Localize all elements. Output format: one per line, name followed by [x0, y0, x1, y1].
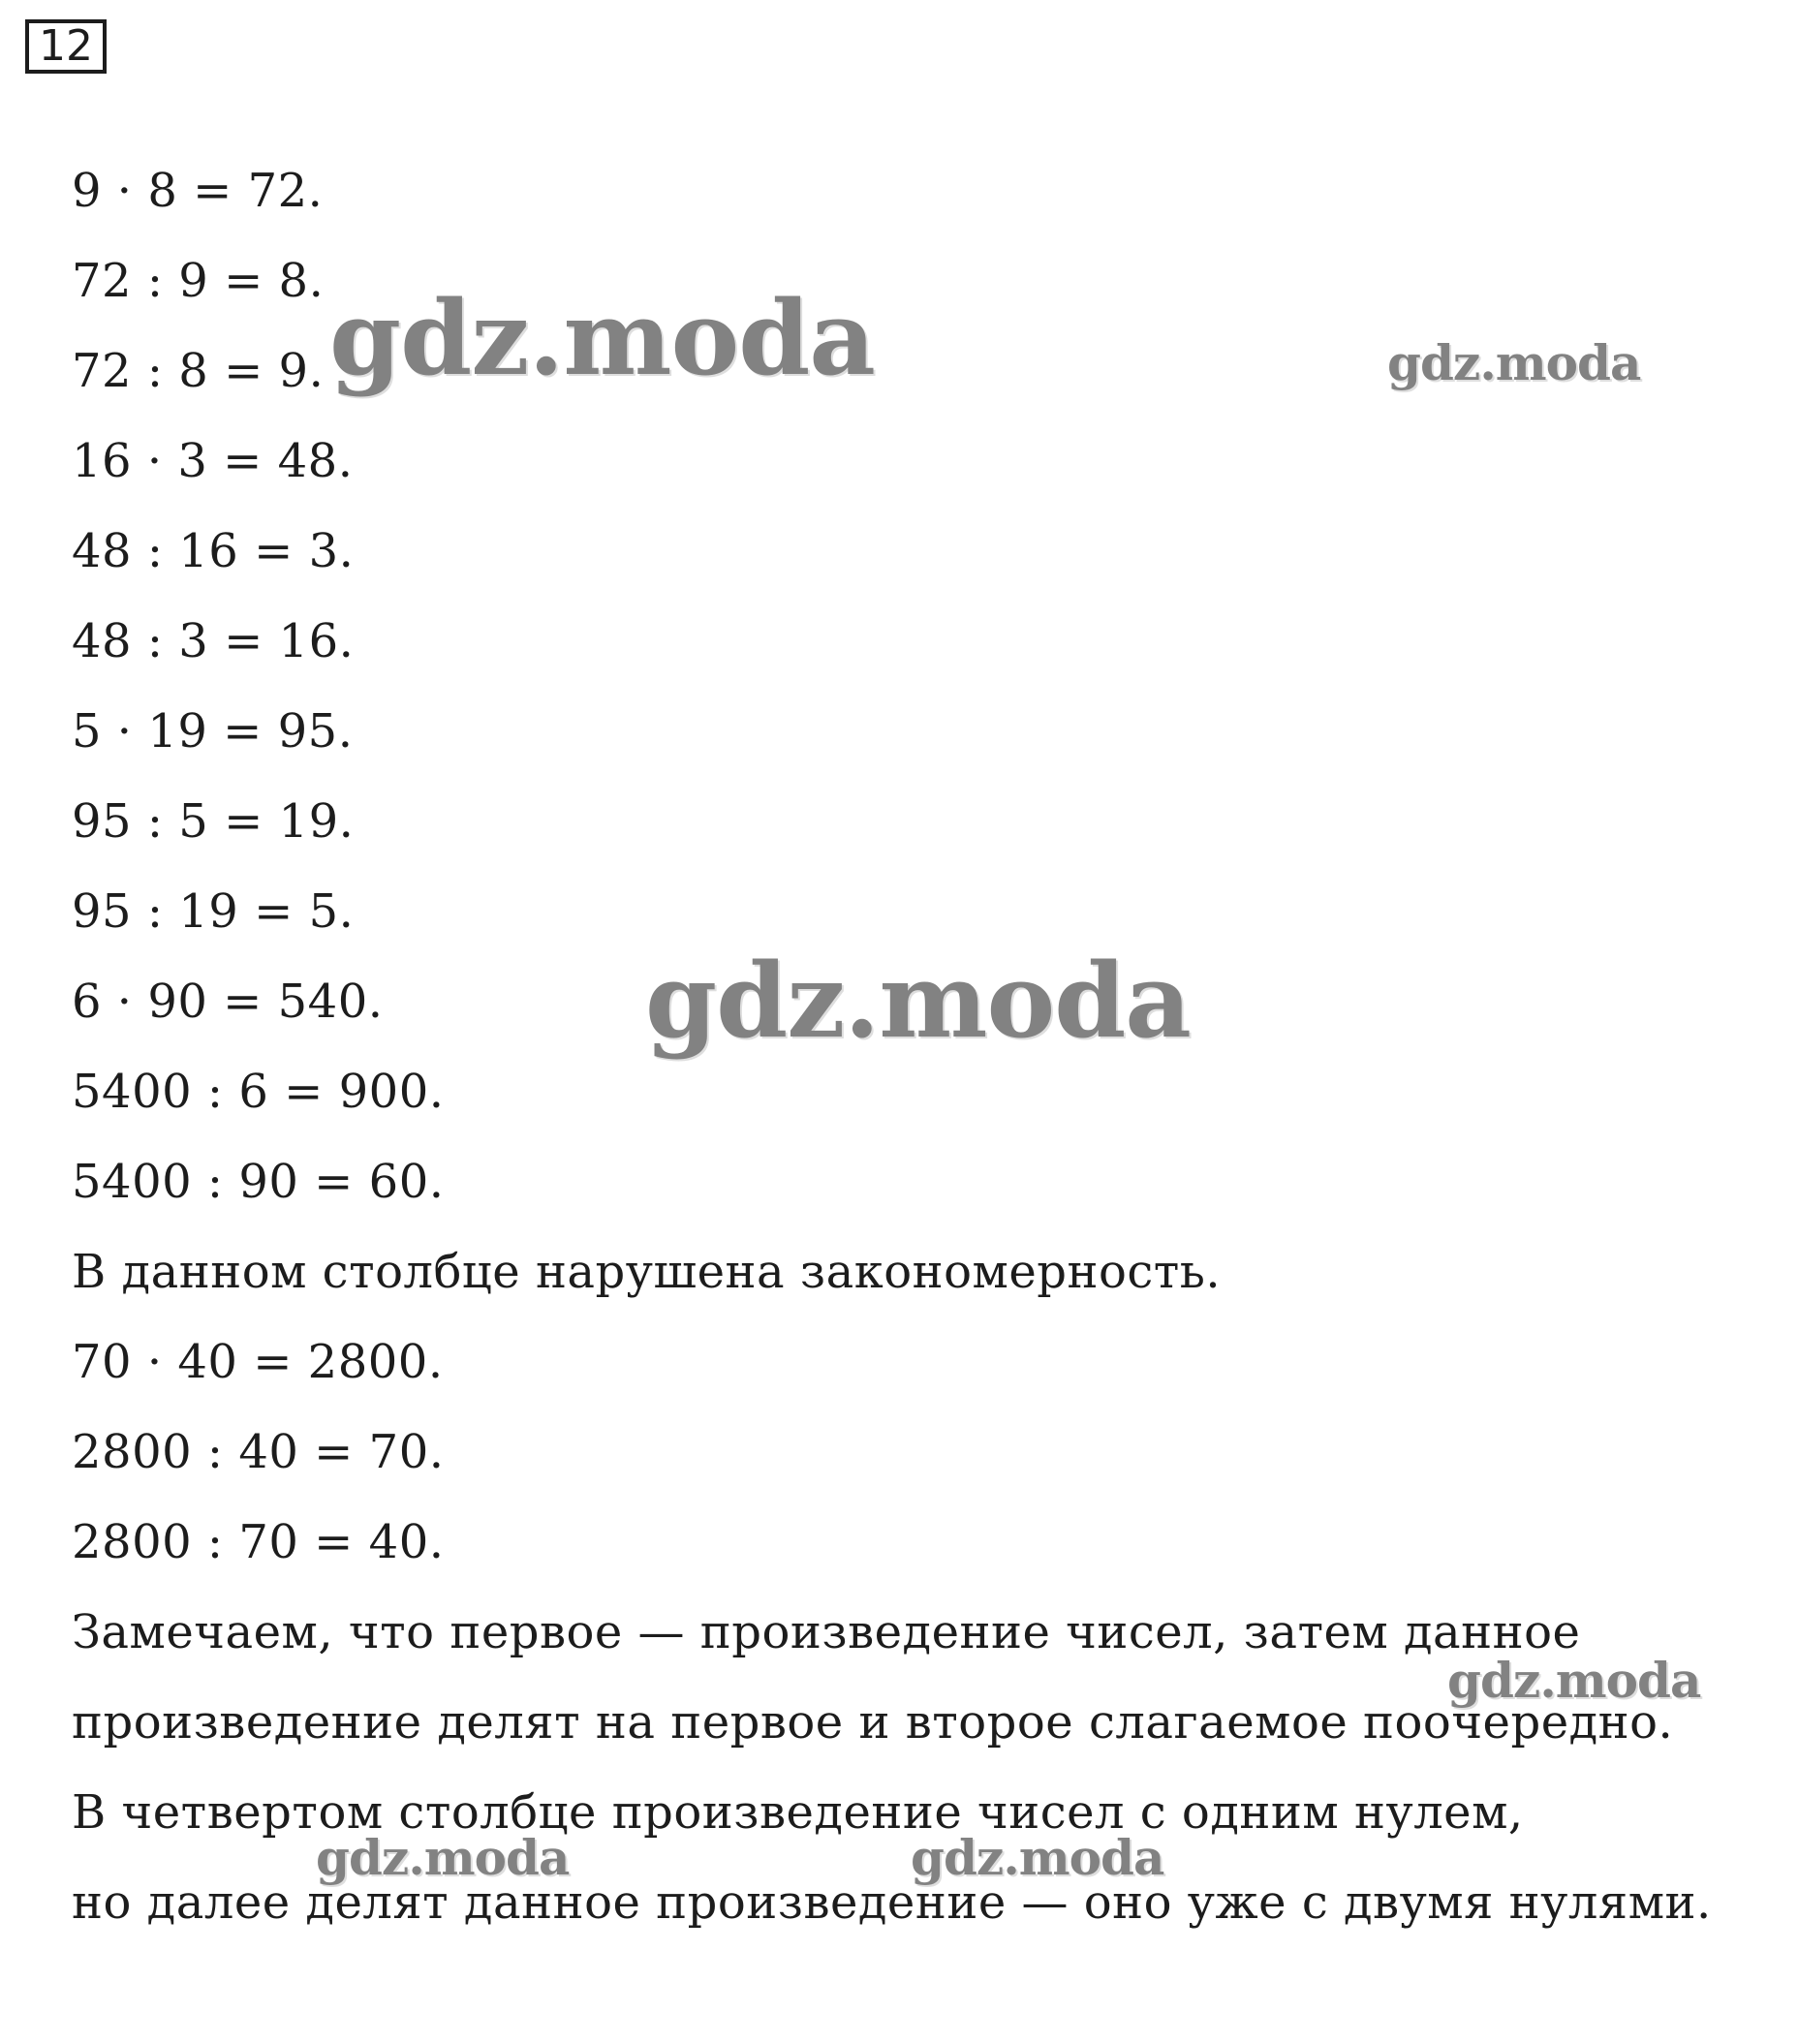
equation-line: 5400 : 6 = 900. — [72, 1065, 445, 1119]
equation-line: 48 : 3 = 16. — [72, 614, 355, 668]
equation-line: 95 : 5 = 19. — [72, 794, 355, 849]
equation-line: 72 : 8 = 9. — [72, 344, 325, 398]
explanation-line: В данном столбце нарушена закономерность. — [72, 1245, 1222, 1299]
equation-line: 70 · 40 = 2800. — [72, 1335, 444, 1389]
equation-line: 6 · 90 = 540. — [72, 975, 384, 1029]
watermark: gdz.moda — [329, 277, 875, 398]
explanation-line: но далее делят данное произведение — оно уже с двумя нулями. — [72, 1875, 1712, 1930]
equation-line: 72 : 9 = 8. — [72, 254, 325, 308]
explanation-line: В четвертом столбце произведение чисел с одним нулем, — [72, 1785, 1524, 1840]
equation-line: 95 : 19 = 5. — [72, 884, 355, 939]
explanation-line: произведение делят на первое и второе слагаемое поочередно. — [72, 1695, 1674, 1750]
equation-line: 5400 : 90 = 60. — [72, 1155, 445, 1209]
explanation-line: Замечаем, что первое — произведение чисел, затем данное — [72, 1605, 1581, 1659]
watermark: gdz.moda — [316, 1829, 570, 1886]
task-number-badge: 12 — [25, 19, 107, 74]
equation-line: 5 · 19 = 95. — [72, 704, 354, 759]
watermark: gdz.moda — [1387, 334, 1641, 391]
equation-line: 48 : 16 = 3. — [72, 524, 355, 578]
watermark: gdz.moda — [1447, 1652, 1701, 1709]
equation-line: 16 · 3 = 48. — [72, 434, 354, 488]
equation-line: 2800 : 40 = 70. — [72, 1425, 445, 1479]
watermark: gdz.moda — [911, 1829, 1164, 1886]
equation-line: 9 · 8 = 72. — [72, 164, 324, 218]
equation-line: 2800 : 70 = 40. — [72, 1515, 445, 1569]
watermark: gdz.moda — [645, 940, 1191, 1061]
